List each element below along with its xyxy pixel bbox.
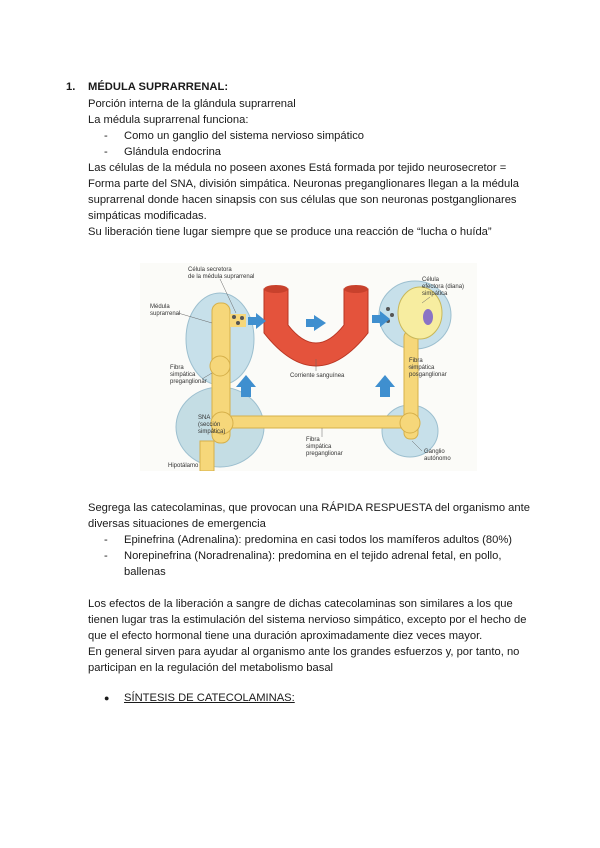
paragraph-line: suprarrenal donde hacen sinapsis con sus células que son neuronas postganglionares	[88, 194, 517, 206]
list-item-continuation: ballenas	[124, 566, 166, 578]
label-effector: simpática	[422, 291, 448, 297]
label-hypothalamus: Hipotálamo	[168, 463, 199, 469]
paragraph-line: En general sirven para ayudar al organismo ante los grandes esfuerzos y, por tanto, no	[88, 646, 520, 658]
label-secretory-cell: Célula secretora	[188, 267, 232, 273]
synthesis-heading: SÍNTESIS DE CATECOLAMINAS:	[124, 692, 295, 704]
paragraph-line: diversas situaciones de emergencia	[88, 518, 266, 530]
label-preganglionic-fiber-mid: Fibra	[306, 437, 320, 443]
label-postganglionic-fiber: posganglionar	[409, 372, 447, 378]
label-preganglionic-fiber-left: Fibra	[170, 365, 184, 371]
paragraph-line: participan en la regulación del metabolismo basal	[88, 662, 334, 674]
label-sna: SNA	[198, 415, 211, 421]
preganglionic-fiber-mid	[220, 416, 416, 428]
label-sna: (sección	[198, 422, 221, 428]
paragraph-line: que el efecto hormonal tiene una duración aproximadamente diez veces mayor.	[88, 630, 483, 642]
list-dash: -	[104, 146, 108, 158]
paragraph-line: Las células de la médula no poseen axones Está formada por tejido neurosecretor =	[88, 162, 507, 174]
label-preganglionic-fiber-mid: preganglionar	[306, 451, 343, 457]
label-preganglionic-fiber-mid: simpática	[306, 444, 332, 450]
label-sna: simpática)	[198, 429, 226, 435]
bullet-icon: ●	[104, 693, 110, 703]
vessel-opening-left	[264, 285, 288, 293]
list-item: Epinefrina (Adrenalina): predomina en casi todos los mamíferos adultos (80%)	[124, 534, 513, 546]
paragraph-line: Los efectos de la liberación a sangre de dichas catecolaminas son similares a los que	[88, 598, 513, 610]
paragraph-line: tienen lugar tras la estimulación del sistema nervioso simpático, excepto por el hecho de	[88, 614, 527, 626]
label-ganglion: autónomo	[424, 456, 451, 462]
hypothalamus-fiber	[200, 441, 214, 471]
intro-line: Porción interna de la glándula suprarrenal	[88, 98, 296, 110]
paragraph-line: Segrega las catecolaminas, que provocan una RÁPIDA RESPUESTA del organismo ante	[88, 502, 530, 514]
paragraph-line: Su liberación tiene lugar siempre que se produce una reacción de “lucha o huída”	[88, 226, 492, 238]
label-medulla: suprarrenal	[150, 311, 181, 317]
list-item: Norepinefrina (Noradrenalina): predomina en el tejido adrenal fetal, en pollo,	[124, 550, 502, 562]
label-effector: efectora (diana)	[422, 284, 465, 290]
list-dash: -	[104, 534, 108, 546]
label-effector: Célula	[422, 277, 440, 283]
adrenal-medulla-diagram	[140, 263, 477, 471]
ganglion-cell-body	[400, 413, 420, 433]
label-medulla: Médula	[150, 304, 170, 310]
section-number: 1.	[66, 81, 76, 93]
paragraph-line: Forma parte del SNA, división simpática. Neuronas preganglionares llegan a la médula	[88, 178, 519, 190]
label-ganglion: Ganglio	[424, 449, 445, 455]
label-preganglionic-fiber-left: preganglionar	[170, 379, 207, 385]
label-postganglionic-fiber: simpática	[409, 365, 435, 371]
section-title: MÉDULA SUPRARRENAL:	[88, 81, 229, 93]
label-bloodstream: Corriente sanguínea	[290, 373, 345, 379]
paragraph-line: simpáticas modificadas.	[88, 210, 207, 222]
intro-line: La médula suprarrenal funciona:	[88, 114, 249, 126]
label-secretory-cell: de la médula suprarrenal	[188, 274, 255, 280]
label-postganglionic-fiber: Fibra	[409, 358, 423, 364]
list-dash: -	[104, 550, 108, 562]
effector-nucleus	[423, 309, 433, 325]
list-item: Glándula endocrina	[124, 146, 222, 158]
nerve-cell-body	[210, 356, 230, 376]
vessel-opening-right	[344, 285, 368, 293]
label-preganglionic-fiber-left: simpática	[170, 372, 196, 378]
list-item: Como un ganglio del sistema nervioso simpático	[124, 130, 365, 142]
list-dash: -	[104, 130, 108, 142]
